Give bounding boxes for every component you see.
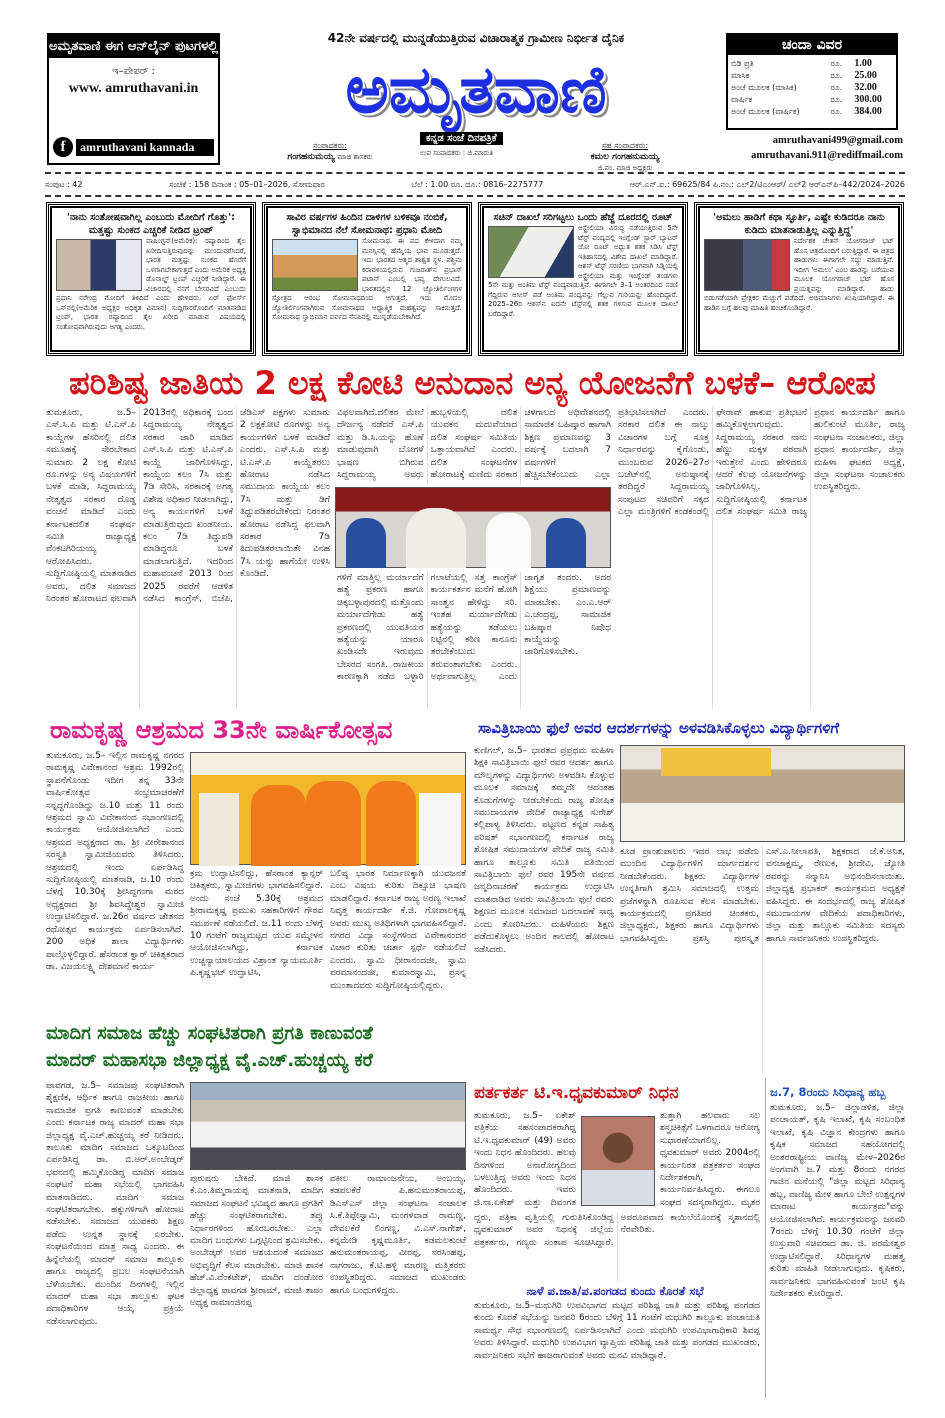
dhruvakumar-photo <box>581 1116 655 1206</box>
sub-editor: ಉಪ ಸಂಪಾದಕರು : ಜಿ.ಮಾರುತಿ <box>420 149 494 157</box>
facebook-icon: f <box>53 137 73 157</box>
website-link[interactable]: www. amruthavani.in <box>68 81 199 96</box>
subscription-label: ವಾರ್ಷಿಕ <box>731 95 753 104</box>
obituary-story-middle: ತುತ್ತಾಗಿ ಹಲವಾರು ಸಲ ಶಸ್ತ್ರಚಿಕಿತ್ಸೆಗೆ ಒಳಗಾದರೂ ಆರೋಗ್ಯ ಸುಧಾರಣೆಯಾಗಲಿಲ್ಲ. ಧೃವಕುಮಾರ್ ಅವರು 2004ರಲ್ಲಿ ಕಾರ್ಯನಿರತ ಪತ್ರಕರ್ತರ ಸಂಘದ ನಿರ್ದೇಶಕರಾಗಿ, ಕಾರ್ಯನಿರ್ವಹಿಸಿದ್ದರು. ಈಗಲೂ ಸಂಘದ ಸದಸ್ಯರಾಗಿದ್ದರು. ಮೃತರ <box>660 1111 760 1208</box>
teaser-title: ಸಾವಿರ ವರ್ಷಗಳ ಹಿಂದಿನ ದಾಳಿಗಳ ಬಳಿಕವೂ ನಂಬಿಕೆ, ಸ್ವಾಭಿಮಾನದ ನೆಲೆ ಸೋಮನಾಥ: ಪ್ರಧಾನಿ ಮೋದಿ <box>286 212 448 236</box>
subscription-cur: ರೂ. <box>830 71 843 80</box>
subscription-label: ಅಂಚೆ ಮೂಲಕ (ವಾರ್ಷಿಕ) <box>731 107 800 116</box>
subscription-cur: ರೂ. <box>830 59 843 68</box>
subscription-row <box>728 106 896 118</box>
editor-name: ಗಂಗಹನುಮಯ್ಯ <box>287 152 335 162</box>
issue-date: ಸಂಚಿಕೆ : 158 ದಿನಾಂಕ : 05–01–2026, ಸೋಮವಾರ <box>169 180 325 189</box>
trump-photo <box>56 239 142 291</box>
subscription-label: ಅಂಚೆ ಮೂಲಕ (ಮಾಸಿಕ) <box>731 83 797 92</box>
madiga-story-right: ವಕೀಲ ರಾಮಾಂಜನೇಯ, ಅಂಬಯ್ಯ, ಕಡಪಲಕೆರೆ ಪಿ.ಹನುಮಂತರಾಯಪ್ಪ, ಡಿಎಸ್‌ಎಸ್ ಜಿಲ್ಲಾ ಸಂಘಟನಾ ಸಂಚಾಲಕ ಸಿ.ಕೆ.ತಿಪ್ಪೇಸ್ವಾಮಿ, ಮಂಗಳವಾಡ ರಾಮಣ್ಣ, ದೇವಲಕೆರೆ ಲಿಂಗಣ್ಣ, ವಿ.ಎಸ್.ನಾಗೇಶ್, ಕನ್ನಮೇಡಿ ಕೃಷ್ಣಮೂರ್ತಿ, ಕಡಮಲಕುಂಟೆ ಹನುಮಂತರಾಯಪ್ಪ, ವೀರಪ್ಪ, ನರಸಿಂಹಪ್ಪ, ನಾಗರಾಜು, ಕೆ.ಟಿ.ಹಳ್ಳಿ ಮಾರಣ್ಣ ಮತ್ತಿತರರು ಉಪಸ್ಥಿತರಿದ್ದರು. ಸಮಾಜದ ಮುಖಂಡರು ಹಾಗೂ ಬಂಧುಗಳಿದ್ದರು. <box>330 1174 466 1296</box>
promo-title: ಅಮೃತವಾಣಿ ಈಗ ಆನ್‌ಲೈನ್ ಪುಟಗಳಲ್ಲಿ <box>49 35 218 58</box>
obituary-headline: ಪರ್ತಕರ್ತ ಟಿ.ಇ.ಧೃವಕುಮಾರ್ ನಿಧನ <box>474 1083 679 1103</box>
teaser-box[interactable] <box>478 202 688 356</box>
obituary-story-left: ತುಮಕೂರು, ಜ.5– ಏಕೇಶ್ ಪತ್ರಿಕೆಯ ಸಹಸಂಪಾದಕರಾಗಿದ್ದ ಟಿ.ಇ.ಧೃವಕುಮಾರ್ (49) ಅವರು ಇಂದು ನಿಧನ ಹೊಂದಿದರು. ಹಲವು ದಿನಗಳಿಂದ ಅನಾರೋಗ್ಯದಿಂದ ಬಳಲುತ್ತಿದ್ದ ಅವರು ಇಂದು ನಿಧನ ಹೊಂದಿದರು. ಇವರು ಜಿ.ನಾ.ಏಕೇಶ್ ಮತ್ತು ದಿವಂಗತ <box>474 1111 576 1208</box>
subscription-cur: ರೂ. <box>830 107 843 116</box>
teaser-box[interactable] <box>46 202 256 356</box>
ashram-photo <box>190 752 466 865</box>
subscription-box <box>726 33 898 130</box>
press-conference-photo <box>335 487 611 568</box>
subscription-row <box>728 58 896 70</box>
subscription-label: ಮಾಸಿಕ <box>731 71 750 80</box>
savitribai-story-left: ಕುಣಿಗಲ್, ಜ.5– ಭಾರತದ ಪ್ರಪ್ರಥಮ ಮಹಿಳಾ ಶಿಕ್ಷಕಿ ಸಾವಿತ್ರಿಬಾಯಿ ಫುಲೆ ರವರ ಆದರ್ಶ ಹಾಗೂ ಮೌಲ್ಯಗಳನ್ನು ವಿದ್ಯಾರ್ಥಿಗಳು ಅಳವಡಿಸಿ ಕೊಳ್ಳುವ ಮೂಲಕ ಸಮಾಜಕ್ಕೆ ತಮ್ಮದೇ ಆದಂತಹ ಕೊಡುಗೆಗಳನ್ನು ನೀಡಬೇಕೆಂದು ರಾಜ್ಯ ಶೋಷಿತ ಸಮುದಾಯಗಳ ವೇದಿಕೆ ರಾಜ್ಯಾಧ್ಯಕ್ಷ ಸುರೇಶ್ ಕಲ್ಲಿಪಾಳ್ಯ ತಿಳಿಸಿದರು. ಪಟ್ಟಣದ ಕನ್ನಡ ಸಾಹಿತ್ಯ ಪರಿಷತ್ ಸಭಾಂಗಣದಲ್ಲಿ ಕರ್ನಾಟಕ ರಾಜ್ಯ ಶೋಷಿತ ಸಮುದಾಯಗಳ ವೇದಿಕೆ ರಾಜ್ಯ ಸಮಿತಿ ಹಾಗೂ ತಾಲ್ಲೂಕು ಸಮಿತಿ ವತಿಯಿಂದ ಸಾವಿತ್ರಿಬಾಯಿ ಫುಲೆ ರವರ 195ನೇ ವರ್ಷದ ಜನ್ಮದಿನಾಚರಣೆ ಕಾರ್ಯಕ್ರಮ ಉದ್ಘಾಟಿಸಿ ಮಾತನಾಡಿದ ಅವರು ಸಾವಿತ್ರಿಬಾಯಿ ಫುಲೆ ರವರು ಶಿಕ್ಷಣದ ಮೂಲಕ ಸಮಾಜದ ಬದಲಾವಣೆ ಸಾಧ್ಯ ಎಂದು ತೋರಿಸಿದರು. ಮಹಿಳೆಯರು ಶಿಕ್ಷಣ ಪಡೆದುಕೊಳ್ಳಲು ಅಂದಿನ ಕಾಲದಲ್ಲಿ ಹೋರಾಟ ನಡೆಸಿದರು. <box>474 746 614 955</box>
madiga-story-middle: ಪುರುಷರು ಬೇಕಿದೆ. ಮಾಜಿ ಶಾಸಕ ಕೆ.ಎಂ.ತಿಮ್ಮರಾಯಪ್ಪ ಮಾತನಾಡಿ, ಮಾದಿಗ ಸಮಾಜದ ಸಂಘಟನೆ ಭವಿಷ್ಯದ ಹಾಗೂ ಪ್ರಗತಿಗೆ ಹೆಚ್ಚು ಸಂಘಟಿತರಾಗಬೇಕು. ತಪ್ಪು ನಿರ್ಧಾರಗಳಿಂದ ಹೊರಬರಬೇಕು. ಎಲ್ಲಾ ಮಾದಿಗ ಬಂಧುಗಳು ಒಗ್ಗಟ್ಟಿನಿಂದ ಶ್ರಮಿಸಬೇಕು. ಅಂಬೇಡ್ಕರ್ ಅವರ ಆಶಯದಂತೆ ಸಮಾಜದ ಅಭಿವೃದ್ಧಿಗೆ ಕೆಲಸ ಮಾಡಬೇಕು. ಮಾಜಿ ಶಾಸಕ ಹೆಚ್.ವಿ.ವೆಂಕಟೇಶ್, ಮಾದಿಗ ದಂಡೋರ ಜಿಲ್ಲಾಧ್ಯಕ್ಷ ಪಾವಗಡ ಶ್ರೀರಾಮ್, ಮಾಜಿ ತಾಪಂ ಅಧ್ಯಕ್ಷ ರಾಮಾಂಜಿನಪ್ಪ <box>190 1174 323 1309</box>
teaser-title: 'ನಾನು ಸಂತೋಷವಾಗಿಲ್ಲ ಎಂಬುದು ಮೋದಿಗೆ ಗೊತ್ತು': ಮತ್ತಷ್ಟು ಸುಂಕದ ಎಚ್ಚರಿಕೆ ನೀಡಿದ ಟ್ರಂಪ್ <box>67 212 235 236</box>
main-story-middle-bottom: ಗಳಿಗೆ ಮಾತ್ತಿಲ್ಲ ಮರ್ಯಾದೆಗೆ ಹತ್ಯೆ ಪ್ರಕರಣ ಹಾಗೂ ಚಿಕ್ಕಬಳ್ಳಾಪುರದಲ್ಲಿ ಮತ್ತೊಂದು ಮರ್ಯಾದೆಗೇಡು ಹತ್ಯೆ ಪ್ರಕರಣದಲ್ಲಿ ಯುವತಿಯರ ಹತ್ಯೆಯನ್ನು ಯಾರೂ ಖಂಡಿಸದೇ ಇರುವುದು ಬೇಸರದ ಸಂಗತಿ. ರಾಜಕೀಯ ಕಾರಣಕ್ಕಾಗಿ ನಡೆದ ಬಳ್ಳಾರಿ ಗಲಾಟೆಯಲ್ಲಿ ಸತ್ತ ಕಾಂಗ್ರೆಸ್ ಕಾರ್ಯಕರ್ತನ ಮನೆಗೆ ಹೋಗಿ ಸಾಂತ್ವನ ಹೇಳಿದ್ದು ಸರಿ. ಇಂತಹ ಮರ್ಯಾದೆಗೇಡು ಹತ್ಯೆಯನ್ನು ತಡೆಯಲು ನಿಟ್ಟಿನಲ್ಲಿ ಕಠಿಣ ಕಾನೂನು ತರಬೇಕೆಂಬುದು ತರುವಂತಾಗಬೇಕು ಎಂದರು. ಅರ್ಥವಾಗುತ್ತಿಲ್ಲ ಎಂದು ಜಾಗೃತ ತಂದರು. ಅದರ ಶಿಕ್ಷೆಯು ಪ್ರಮಾಣವನ್ನು ಮಾಡಬೇಕು. ಎಂ.ಎ.ಆರ್ ಎ.ಚಂದ್ರಪ್ಪ, ಸಾಮಾಜಿಕ ಬಹಿಷ್ಕಾರ ನಿಷೇಧ ಕಾಯ್ದೆಯನ್ನು ಜಾರಿಗೊಳಿಸಬೇಕು. <box>337 573 611 683</box>
savitribai-headline: ಸಾವಿತ್ರಿಬಾಯಿ ಫುಲೆ ಅವರ ಆದರ್ಶಗಳನ್ನು ಅಳವಡಿಸಿಕೊಳ್ಳಲು ವಿದ್ಯಾರ್ಥಿಗಳಿಗೆ <box>478 719 840 737</box>
madiga-story-left: ಪಾವಗಡ, ಜ.5– ಸಮಾಜವು ಸಂಘಟಿತರಾಗಿ ಶೈಕ್ಷಣಿಕ, ಆರ್ಥಿಕ ಹಾಗೂ ರಾಜಕೀಯ ಹಾಗೂ ಸಾಮಾಜಿಕ ಪ್ರಗತಿ ಕಾಣುವಂತೆ ಮಾಡಬೇಕು ಎಂದು ಕರ್ನಾಟಕ ರಾಜ್ಯ ಮಾದರ್ ಮಹಾ ಸಭಾ ಜಿಲ್ಲಾಧ್ಯಕ್ಷ ವೈ.ಎಚ್.ಹುಚ್ಚಯ್ಯ ಕರೆ ನೀಡಿದರು. ತಾಲೂಕು ಮಾದಿಗ ಸಮಾಜದ ಒಕ್ಕೂಟದಿಂದ ಏರ್ಪಡಿಸಿದ್ದ ಡಾ. ಬಿ.ಆರ್.ಅಂಬೇಡ್ಕರ್ ಭವನದಲ್ಲಿ ಹಮ್ಮಿಕೊಂಡಿದ್ದ ಮಾದಿಗ ಸಮಾಜ ಸಂಘಟನೆ ಮಹಾ ಸಭೆಯಲ್ಲಿ ಭಾಗವಹಿಸಿ ಮಾತನಾಡಿದರು. ಮಾದಿಗ ಸಮಾಜ ಸಂಘಟಿತರಾಗಬೇಕು. ಹಕ್ಕುಗಳಿಗಾಗಿ ಹೋರಾಟ ನಡೆಸಬೇಕು. ಸಮಾಜದ ಯುವಕರು ಶಿಕ್ಷಣ ಪಡೆದು ಉನ್ನತ ಸ್ಥಾನಕ್ಕೆ ಏರಬೇಕು. ಸಂಘಟನೆಯಿಂದ ಮಾತ್ರ ಸಾಧ್ಯ ಎಂದರು. ಈ ಹಿನ್ನೆಲೆಯಲ್ಲಿ ಮಾದರ್ ಸಮಾಜ ತಾಲ್ಲೂಕು ಹಾಗೂ ರಾಜ್ಯದಲ್ಲಿ ಪ್ರಬಲ ಸಂಘಟನೆಯಾಗಿ ಬೆಳೆಯಬೇಕು. ಮುಂದಿನ ದಿನಗಳಲ್ಲಿ ಇಲ್ಲಿನ ಮಾದರ್ ಮಹಾ ಸಭಾ ತಾಲ್ಲೂಕು ಘಟಕ ಪದಾಧಿಕಾರಿಗಳ ಆಯ್ಕೆ ಪ್ರಕ್ರಿಯೆ ನಡೆಸಲಾಗುವುದು. <box>46 1081 184 1327</box>
subscription-cur: ರೂ. <box>830 83 843 92</box>
registration: ಆರ್.ಎನ್.ಐ.: 69625/84 ಪಿ.ನಂ.: ಎಲ್2/ಟಿಎಂಆರ್/ ಎಲ್2 ಆರ್‌ಎನ್‌ಪಿ–442/2024–2026 <box>629 180 905 189</box>
madiga-meeting-photo <box>190 1082 466 1170</box>
ramakrishna-story-left: ತುಮಕೂರು, ಜ.5– ಇಲ್ಲಿನ ರಾಮಕೃಷ್ಣ ನಗರದ ರಾಮಕೃಷ್ಣ ವಿವೇಕಾನಂದ ಆಶ್ರಮ 1992ರಲ್ಲಿ ಸ್ಥಾಪನೆಗೊಂಡು ಇದೀಗ ತನ್ನ 33ನೇ ವಾರ್ಷಿಕೋತ್ಸವ ಸಂಭ್ರಮಾಚರಣೆಗೆ ಸನ್ನದ್ಧಗೊಂಡಿದ್ದು ಜ.10 ಮತ್ತು 11 ರಂದು ಆಶ್ರಮದ ಸ್ವಾಮಿ ವಿವೇಕಾನಂದ ಸಭಾಂಗಣದಲ್ಲಿ ಕಾರ್ಯಕ್ರಮ ಆಯೋಜಿಸಲಾಗಿದೆ ಎಂದು ಆಶ್ರಮದ ಅಧ್ಯಕ್ಷರಾದ ಡಾ. ಶ್ರೀ ವೀರೇಶಾನಂದ ಸರಸ್ವತಿ ಸ್ವಾಮೀಜಿಯವರು ತಿಳಿಸಿದರು. ಆಶ್ರಮದಲ್ಲಿ ಇಂದು ಏರ್ಪಡಿಸಿದ್ದ ಸುದ್ದಿಗೋಷ್ಠಿಯಲ್ಲಿ ಮಾತನಾಡಿ, ಜ.10 ರಂದು ಬೆಳಗ್ಗೆ 10.30ಕ್ಕೆ ಶ್ರೀಸಿದ್ದಗಂಗಾ ಮಠದ ಅಧ್ಯಕ್ಷರಾದ ಶ್ರೀ ಶಿವಸಿದ್ಧೇಶ್ವರ ಸ್ವಾಮೀಜಿ ಉದ್ಘಾಟಿಸಲಿದ್ದಾರೆ. ಜ.26ರ ವರ್ಷದ ಚೇತನದ ರಥೋತ್ಸವ ಕಾರ್ಯಕ್ರಮ ಏರ್ಪಡಿಸಲಾಗಿದೆ. 200 ಅಧಿಕ ಶಾಲಾ ವಿದ್ಯಾರ್ಥಿಗಳು ಪಾಲ್ಗೊಳ್ಳಲಿದ್ದಾರೆ. ಹೆಸರಾಂತ ಕ್ವಾರ್ ಚಿಕಿತ್ಸಕರಾದ ಡಾ. ವಿಜಯಲಕ್ಷ್ಮಿ ದೇಶಮಾನೆ ಕಾರ್ಯ <box>46 751 184 972</box>
price-phone: ಬೆಲೆ : 1.00 ರೂ. ದೂ.: 0816–2275777 <box>411 180 544 189</box>
felicitation-photo <box>620 745 905 842</box>
divider <box>45 195 905 197</box>
subscription-row <box>728 70 896 82</box>
evening-label: ಕನ್ನಡ ಸಂಜೆ ದಿನಪತ್ರಿಕೆ <box>420 132 503 145</box>
teaser-text: ಸೋಮನಾಥ. ಈ ಪದ ಕೇಳಿದಾಗ ನಮ್ಮ ಮನಸ್ಸಿನಲ್ಲಿ ಹೆಮ್ಮೆಯ ಭಾವ ಮೂಡುತ್ತದೆ. ಇದು ಭಾರತದ ಆತ್ಮದ ಶಾಶ್ವತ ಸ್ಥಳ. ಪಶ್ಚಿಮ ಕರಾವಳಿಯಲ್ಲಿರುವ ಗುಜರಾತ್‌ನ ಪ್ರಭಾಸ್ ಪಟಾನ್ ಎಂಬಲ್ಲಿ ಭವ್ಯ ದೇಗುಲವಿದೆ. ಭಾರತದಲ್ಲಿನ 12 ಜ್ಯೋತಿರ್ಲಿಂಗಗಳ ಸ್ತೋತ್ರದ ಆರಂಭ ಸೋಮನಾಥದಿಂದ ಆಗುತ್ತದೆ. ಇದು ಮೊದಲ ಜ್ಯೋತಿರ್ಲಿಂಗವಾಗಿರುವ ಸೋಮನಾಥದ ಆಧ್ಯಾತ್ಮಿಕ ಮಹತ್ವವನ್ನು ಸಾಕಿಸುತ್ತದೆ. ಸೋಮನಾಥ ಸ್ವಾಭಿಮಾನ ಪರ್ವದ ನೆನಪಿನಲ್ಲಿ ಮುನ್ನಡೆಯಬೇಕಾಗಿದೆ. <box>272 237 462 321</box>
teaser-text: ವಾಷಿಂಗ್ಟನ್(ಅಮೆರಿಕ): ರಷ್ಯಾದಿಂದ ತೈಲ ಖರೀದಿಸುತ್ತಿರುವುದನ್ನು ಮುಂದುವರೆಸಿದರೆ, ಭಾರತ ಮತ್ತಷ್ಟು ಸುಂಕದ ಹೊರೆಗೆ ಒಳಗಾಗಬೇಕಾಗುತ್ತದೆ ಎಂದು ಅಮೆರಿಕ ಅಧ್ಯಕ್ಷ ಡೊನಾಲ್ಡ್ ಟ್ರಂಪ್ ಎಚ್ಚರಿಕೆ ನೀಡಿದ್ದಾರೆ. ಈ ವಿಚಾರದಲ್ಲಿ ನನಗೆ ಬೇಸರವಿದೆ ಎಂಬುದು ಪ್ರಧಾನಿ ನರೇಂದ್ರ ಮೋದಿಗೆ ತಿಳಿದಿದೆ ಎಂದು ಹೇಳಿದರು. ಏರ್ ಫೋರ್ಸ್ ಒನ್‌ನಲ್ಲಿ(ಅಮೆರಿಕ ಅಧ್ಯಕ್ಷರ ಅಧಿಕೃತ ವಿಮಾನ) ಸುದ್ದಿಗಾರರೊಂದಿಗೆ ಮಾತನಾಡಿದ ಟ್ರಂಪ್, ಭಾರತ ರಷ್ಯಾದಿಂದ ತೈಲ ಖರೀದಿ ಮಾಡುವ ವಿಷಯದಲ್ಲಿ ಸಂತೋಷವಾಗಿರುವುದು ಅಗತ್ಯ ಎಂದರು. <box>56 237 246 331</box>
joe-root-photo <box>488 226 574 278</box>
ramakrishna-story-right: ಬಲಿಷ್ಠ ಭಾರತ ನಿರ್ಮಾಣಕ್ಕಾಗಿ ಯುವಜನತೆ ಎಂಬ ವಿಷಯ ಕುರಿತು ದಿಕ್ಸೂಚಿ ಭಾಷಣ ಮಾಡಲಿದ್ದಾರೆ. ಕರ್ನಾಟಕ ರಾಜ್ಯ ಅರಣ್ಯ ಇಲಾಖೆ ನಿವೃತ್ತ ಕಾರ್ಯದರ್ಶಿ ಕೆ.ಜಿ. ಗೋಪಾಲಕೃಷ್ಣ ಅವರು ಮುಖ್ಯ ಅತಿಥಿಗಳಾಗಿ ಭಾಗವಹಿಸಲಿದ್ದಾರೆ. ನಗರದ ವಿದ್ಯಾ ಸಂಸ್ಥೆಗಳಿಂದ ವಿವೇಕಾನಂದರ ವಿಚಾರ ಕುರಿತು ಚರ್ಚಾ ಸ್ಪರ್ಧೆ ನಡೆಯಲಿದೆ ಎಂದರು. ಸ್ವಾಮಿ ಧೀರಾನಂದಜೀ, ಸ್ವಾಮಿ ಪರಮಾನಂದಜೀ, ಕುಮಾರಸ್ವಾಮಿ, ಪ್ರಸನ್ನ ಮುಂತಾದವರು ಸುದ್ದಿಗೋಷ್ಠಿಯಲ್ಲಿದ್ದರು. <box>330 869 466 991</box>
coeditor-note: ಜಿ.ಪಂ. ಮಾಜಿ ಅಧ್ಯಕ್ಷರು <box>597 164 653 172</box>
obituary-story-bottom: ದ್ದರು, ಪತ್ರಿಕಾ ವೃತ್ತಿಯಲ್ಲಿ ಗುರುತಿಸಿಕೊಂಡಿದ್ದ ಧೃವಕುಮಾರ್ ಅವರ ನಿಧನಕ್ಕೆ ಜಿಲ್ಲೆಯ ಪತ್ರಕರ್ತರು, ಗಣ್ಯರು ಸಂತಾಪ ಸೂಚಿಸಿದ್ದಾರೆ. ಅಪರೂಪವಾದ ಕಾಯಿಲೆಯೊಂದಕ್ಕೆ ಸ್ಮಶಾನದಲ್ಲಿ ನೆರವೇರಿತು. <box>474 1213 760 1248</box>
main-story-right: ಪ್ರತಿಭಟಿಸಲಾಗಿದೆ ಎಂದರು. ಸರಕಾರ ದಲಿತ ಈ ನಾಲ್ಕು ವಿಚಾರಗಳ ಬಗ್ಗೆ ಸೂಕ್ತ ನಿರ್ಧಾರವನ್ನು ಕೈಗೊಂಡು, ಮುಂಬರುವ 2026–27ರ ಬಜೆಟ್‌ನಲ್ಲಿ ಅನುಷ್ಠಾನಕ್ಕೆ ತರದಿದ್ದರೆ ಸಿದ್ದರಾಮಯ್ಯ ಸಂಪುಟದ ಸಚಿವರಿಗೆ ಸಕ್ಕದ ಎಲ್ಲಾ ಮಂತ್ರಿಗಳಿಗೆ ಕಂಡಕಂಡಲ್ಲಿ ಘೇರಾವ್ ಹಾಕುವ ಪ್ರತಿಭಟನೆ ಹಮ್ಮಿಕೊಳ್ಳಲಾಗುವುದು. ಸಿದ್ದರಾಮಯ್ಯ ಸರಕಾರ ನಾನು ಹೆಣ್ಣು ಮಕ್ಕಳ ಪರವಾಗಿ ಇರುತ್ತೇನೆ ಎಂದು ಹೇಳಿದರೂ ಆದರೆ ಕೆಲವು ಯೋಜನೆಗಳನ್ನು ಜಾರಿಗೊಳಿಸಿಲ್ಲ. ಸುದ್ದಿಗೋಷ್ಠಿಯಲ್ಲಿ ಕರ್ನಾಟಕ ದಲಿತ ಸಂಘರ್ಷ ಸಮಿತಿ ರಾಜ್ಯ ಪ್ರಧಾನ ಕಾರ್ಯದರ್ಶಿ ಹಾಗೂ ಹುಲಿಕುಂಟೆ ಮೂರ್ತಿ, ರಾಜ್ಯ ಸಂಘಟನಾ ಸಂಚಾಲಕರು, ಜಿಲ್ಲಾ ಪ್ರಧಾನ ಕಾರ್ಯದರ್ಶಿ, ಜಿಲ್ಲಾ ಮಹಿಳಾ ಘಟಕದ ಅಧ್ಯಕ್ಷೆ, ಜಿಲ್ಲಾ ಸಂಘಟನಾ ಸಂಚಾಲಕರು ಉಪಸ್ಥಿತರಿದ್ದರು. <box>618 408 905 518</box>
tagline: 42ನೇ ವರ್ಷದಲ್ಲಿ ಮುನ್ನಡೆಯುತ್ತಿರುವ ವಿಚಾರಾತ್ಮಕ ಗ್ರಾಮೀಣ ನಿರ್ಭೀತ ದೈನಿಕ <box>327 31 625 45</box>
subscription-amount: 32.00 <box>854 82 877 93</box>
editor-note: ಮಾಜಿ ಶಾಸಕರು <box>337 153 373 161</box>
column-divider <box>765 1078 766 1398</box>
savitribai-story-right: ಕೂಡ ಪ್ರಾಂಶುಪಾಲರು ಇದರ ಲಾಭ ಪಡೆದು ಮುಂದಿನ ವಿದ್ಯಾರ್ಥಿಗಳಿಗೆ ಮಾರ್ಗದರ್ಶನ ನೀಡಬೇಕೆಂದರು. ಶಿಕ್ಷಕರು ವಿದ್ಯಾರ್ಥಿಗಳ ಉನ್ನತಿಗಾಗಿ ಶ್ರಮಿಸಿ ಸಮಾಜದಲ್ಲಿ ಉತ್ತಮ ಪ್ರಜೆಗಳನ್ನಾಗಿ ರೂಪಿಸುವ ಕೆಲಸ ಮಾಡಬೇಕು. ಕಾರ್ಯಕ್ರಮದಲ್ಲಿ ಪ್ರಗತಿಪರ ಚಿಂತಕರು, ಜಿಲ್ಲಾಧ್ಯಕ್ಷರು, ಶಿಕ್ಷಕರು ಹಾಗೂ ವಿದ್ಯಾರ್ಥಿಗಳು ಭಾಗವಹಿಸಿದ್ದರು. ಪ್ರಶಸ್ತಿ ಪುರಸ್ಕೃತ ಎಸ್.ಎ.ನೀಲಾವತಿ, ಶಿಕ್ಷಕರಾದ ಜೆ.ಕೆ.ಅನಿತ, ವನಜಾಕ್ಷಮ್ಮ, ರೇಣುಕ, ಶ್ರೀದೇವಿ, ಜ್ಯೋತಿ ರವರನ್ನು ಸನ್ಮಾನಿಸಿ ಅಭಿನಂದಿಸಲಾಯಿತು. ಜಿಲ್ಲಾಧ್ಯಕ್ಷ ಪ್ರಭಾಕರ್ ಕಾರ್ಯಕ್ರಮದ ಅಧ್ಯಕ್ಷತೆ ವಹಿಸಿದ್ದರು. ಈ ಸಂದರ್ಭದಲ್ಲಿ ರಾಜ್ಯ ಶೋಷಿತ ಸಮುದಾಯಗಳ ವೇದಿಕೆಯ ಪದಾಧಿಕಾರಿಗಳು, ಜಿಲ್ಲಾ ಮತ್ತು ತಾಲ್ಲೂಕು ಸಮಿತಿಯ ಸದಸ್ಯರು ಹಾಗೂ ಸಾರ್ವಜನಿಕರು ಉಪಸ್ಥಿತರಿದ್ದರು. <box>620 847 905 944</box>
email-1[interactable]: amruthavani499@gmail.com <box>772 135 903 146</box>
volume: ಸಂಪುಟ : 42 <box>45 180 83 189</box>
editor-label: ಸಂಪಾದಕರು: <box>313 141 347 150</box>
ramakrishna-story-middle: ಕ್ರಮ ಉದ್ಘಾಟಿಸಲಿದ್ದು, ಹೆಸರಾಂತ ಕ್ಯಾನ್ಸರ್ ಚಿಕಿತ್ಸಕರು, ಸ್ವಾಮೀಜಿಗಳು ಭಾಗವಹಿಸಲಿದ್ದಾರೆ. ಅಂದು ಸಂಜೆ 5.30ಕ್ಕೆ ಆಶ್ರಮದ ಶ್ರೀರಾಮಕೃಷ್ಣ ಪ್ರಮುಖ ಸಹಕಾರಿಗಳಿಗೆ ಗೌರವ ಸಮರ್ಪಣೆ ನಡೆಯಲಿದೆ. ಜ.11 ರಂದು ಬೆಳಗ್ಗೆ 10 ಗಂಟೆಗೆ ರಾಜ್ಯಮಟ್ಟದ ಯುವ ಸಮ್ಮೇಳನ ಆಯೋಜಿಸಲಾಗಿದ್ದು, ಕರ್ನಾಟಕ ಉಚ್ಚನ್ಯಾಯಾಲಯದ ವಿಶ್ರಾಂತ ನ್ಯಾಯಮೂರ್ತಿ ಪಿ.ಕೃಷ್ಣಭಟ್ ಉದ್ಘಾಟಿಸಿ, <box>190 869 323 979</box>
teaser-title: 'ಅಮಲು ಹಾಡಿಗೆ ಕಥಾ ಸ್ಫೂರ್ತಿ, ಎಷ್ಟೇ ಕುಡಿದರೂ ನಾನು ಕುಡಿದು ಮಾತನಾಡುತ್ತಿಲ್ಲ ಎನ್ನುತ್ತಿದ್ದ' <box>713 212 885 236</box>
millet-story: ತುಮಕೂರು, ಜ.5– ಜಿಲ್ಲಾಡಳಿತ, ಜಿಲ್ಲಾ ಪಂಚಾಯತ್, ಕೃಷಿ ಇಲಾಖೆ, ಕೃಷಿ ಸಂಬಂಧಿತ ಇಲಾಖೆ, ಕೃಷಿ ವಿಜ್ಞಾನ ಕೇಂದ್ರಗಳು ಹಾಗೂ ಕೃಷಿಕ ಸಮಾಜದ ಸಹಯೋಗದಲ್ಲಿ ಅಂತರರಾಷ್ಟ್ರೀಯ ವಾಣಿಜ್ಯ ಮೇಳ–2026ರ ಅಂಗವಾಗಿ ಜ.7 ಮತ್ತು 8ರಂದು ನಗರದ ಗಾಜಿನ ಮನೆಯಲ್ಲಿ "ಜಿಲ್ಲಾ ಮಟ್ಟದ ಸಿರಿಧಾನ್ಯ ಹಬ್ಬ, ವಾಣಿಜ್ಯ ಮೇಳ ಹಾಗೂ ಬೇಲೆ ಉತ್ಪನ್ನಗಳ ಮಾರಾಟ ಕಾರ್ಯಕ್ರಮ"ವನ್ನು ಆಯೋಜಿಸಲಾಗಿದೆ. ಕಾರ್ಯಕ್ರಮವನ್ನು ಜನವರಿ 7ರಂದು ಬೆಳಗ್ಗೆ 10.30 ಗಂಟೆಗೆ ಜಿಲ್ಲಾ ಉಸ್ತುವಾರಿ ಸಚಿವರಾದ ಡಾ. ಜಿ. ಪರಮೇಶ್ವರ ಉದ್ಘಾಟಿಸಲಿದ್ದಾರೆ. ಸಿರಿಧಾನ್ಯಗಳ ಮಹತ್ವ ಕುರಿತು ಮಾಹಿತಿ ನೀಡಲಾಗುವುದು. ಕೃಷಿಕರು, ಸಾರ್ವಜನಿಕರು ಭಾಗವಹಿಸುವಂತೆ ಜಂಟಿ ಕೃಷಿ ನಿರ್ದೇಶಕರು ಕೋರಿದ್ದಾರೆ. <box>770 1103 905 1300</box>
subscription-amount: 25.00 <box>854 70 877 81</box>
main-story-left: ತುಮಕೂರು, ಜ.5– ಎಸ್.ಸಿ.ಪಿ ಮತ್ತು ಟಿ.ಎಸ್.ಪಿ ಕಾಯ್ದೆಗಳ ಹೆಸರಿನಲ್ಲಿ ದಲಿತ ಸಮೂಹಕ್ಕೆ ಸೇರಬೇಕಾದ ಸುಮಾರು 2 ಲಕ್ಷ ಕೋಟಿ ರೂ.ಗಳನ್ನು ಅನ್ಯ ವಿಷಯಗಳಿಗೆ ಬಳಕೆ ಮಾಡಿ, ಸಿದ್ದರಾಮಯ್ಯ ನೇತೃತ್ವದ ಸರಕಾರ ದೊಡ್ಡ ವಂಚನೆ ಮಾಡಿದೆ ಎಂದು ಕರ್ನಾಟಕದಲಿತ ಸಂಘರ್ಷ ಸಮಿತಿ ರಾಜ್ಯಾಧ್ಯಕ್ಷ ವೆಂಕಟಗಿರಿಯಯ್ಯ ಆರೋಪಿಸಿದರು. ಸುದ್ದಿಗೋಷ್ಠಿಯಲ್ಲಿ ಮಾತನಾಡಿದ ಅವರು, ದಲಿತ ಸಮಾಜದ ನಿರಂತರ ಹೋರಾಟದ ಫಲವಾಗಿ 2013ರಲ್ಲಿ ಅಧಿಕಾರಕ್ಕೆ ಬಂದ ಸಿದ್ದರಾಮಯ್ಯ ನೇತೃತ್ವದ ಸರಕಾರ ಜಾರಿ ಮಾಡಿದ ಎಸ್.ಸಿ.ಪಿ ಮತ್ತು ಟಿ.ಎಸ್.ಪಿ ಕಾಯ್ದೆ ಜಾರಿಗೊಳಿಸಿದ್ದು, ಕಾಯ್ದೆಯ ಕಲಂ 7ಸಿ ಮತ್ತು 7ಡಿ ಸೇರಿಸಿ, ಸರಕಾರಕ್ಕೆ ಅಗತ್ಯ ವಿಶೇಷ ಅಧಿಕಾರ ನೀಡಲಾಗಿದ್ದು, ಅನ್ಯ ಕಾರ್ಯಗಳಿಗೆ ಬಳಕೆ ಮಾಡುತ್ತಿರುವುದು ಖಂಡನೀಯ. ಕಲಂ 7ಡಿ ತಿದ್ದುಪಡಿ ಮಾಡಿದ್ದರೂ ಬಳಕೆ ಮಾಡಲಾಗುತ್ತಿದೆ. ಇದರಿಂದ ಮಹಾವಂಚನೆ 2013 ರಿಂದ 2025 ರವರೆಗೆ ಆಡಳಿತ ನಡೆಸಿದ ಕಾಂಗ್ರೆಸ್, ಬಿಜೆಪಿ, ಜೆಡಿಎಸ್ ಪಕ್ಷಗಳು ಸುಮಾರು 2 ಲಕ್ಷಕೋಟಿ ರೂಗಳನ್ನು ಅನ್ಯ ಕಾರ್ಯಗಳಿಗೆ ಬಳಕೆ ಮಾಡಿದೆ ಎಂದರು. ಎಸ್.ಸಿ.ಪಿ ಮತ್ತು ಟಿ.ಎಸ್.ಪಿ ಕಾಯ್ದೆತರಲು ಹೋರಾಟ ನಡೆಸಿದ ಸಮುದಾಯ ಕಾಯ್ದೆಯ ಕಲಂ 7ಸಿ ಮತ್ತು ಡಿಗೆ ತಿದ್ದುಪಡಿತರಬೇಕೆಂದು ನಿರಂತರ ಹೋರಾಟ ನಡೆಸಿದ್ದ ಫಲವಾಗಿ ಸರಕಾರ 7ಡಿ ತಿದುಪಡಿತರಲಾಯಿತೇ ವಿನಹ 7ಸಿ ಯನ್ನು ಹಾಗೆಯೇ ಉಳಿಸಿ ಕೊಂಡಿದೆ. <box>46 408 330 605</box>
meeting-story: ತುಮಕೂರು, ಜ.5–ಮಧುಗಿರಿ ಉಪವಿಭಾಗದ ಮಟ್ಟದ ಪರಿಶಿಷ್ಟ ಜಾತಿ ಮತ್ತು ಪರಿಶಿಷ್ಟ ಪಂಗಡದ ಕುಂದು ಕೊರತೆ ಸಭೆಯನ್ನು ಜನವರಿ 6ರಂದು ಬೆಳಿಗ್ಗೆ 11 ಗಂಟೆಗೆ ಮಧುಗಿರಿ ತಾಲ್ಲೂಕು ಪಂಚಾಯತಿ ಸಾಮರ್ಥ್ಯ ಸೌಧ ಸಭಾಂಗಣದಲ್ಲಿ ಏರ್ಪಡಿಸಲಾಗಿದೆ ಎಂದು ಮಧುಗಿರಿ ಉಪವಿಭಾಗಾಧಿಕಾರಿ ಶಿವಪ್ಪ ಅವರು ತಿಳಿಸಿದ್ದಾರೆ. ಮಧುಗಿರಿ ಉಪವಿಭಾಗ ವ್ಯಾಪ್ತಿಯ ಪರಿಶಿಷ್ಟ ಜಾತಿ ಮತ್ತು ಪಂಗಡದ ಮುಖಂಡರು, ಸಾರ್ವಜನಿಕರು ಸಭೆಗೆ ಹಾಜರಾಗುವಂತೆ ಅವರು ಮನವಿ ಮಾಡಿದ್ದಾರೆ. <box>474 1301 760 1361</box>
madiga-headline-line2: ಮಾದರ್ ಮಹಾಸಭಾ ಜಿಲ್ಲಾಧ್ಯಕ್ಷ ವೈ.ಎಚ್.ಹುಚ್ಚಯ್ಯ ಕರೆ <box>46 1050 373 1071</box>
subscription-title: ಚಂದಾ ವಿವರ <box>728 35 896 55</box>
madiga-headline-line1: ಮಾದಿಗ ಸಮಾಜ ಹೆಚ್ಚು ಸಂಘಟಿತರಾಗಿ ಪ್ರಗತಿ ಕಾಣುವಂತೆ <box>46 1023 373 1044</box>
subscription-row <box>728 94 896 106</box>
epaper-label: ಇ–ಪೇಪರ್ : <box>112 66 155 77</box>
subscription-amount: 1.00 <box>854 58 872 69</box>
teaser-box[interactable] <box>694 202 904 356</box>
facebook-name: amruthavani kannada <box>76 139 214 156</box>
subscription-cur: ರೂ. <box>830 95 843 104</box>
main-headline: ಪರಿಶಿಷ್ಟ ಜಾತಿಯ 2 ಲಕ್ಷ ಕೋಟಿ ಅನುದಾನ ಅನ್ಯ ಯೋಜನೆಗೆ ಬಳಕೆ– ಆರೋಪ <box>69 364 876 402</box>
coeditor-name: ಕಮಲ ಗಂಗಹನುಮಯ್ಯ <box>590 152 660 162</box>
teaser-title: ಸಚಿನ್ ದಾಖಲೆ ಸರಿಗಟ್ಟಲು ಒಂದು ಹೆಜ್ಜೆ ದೂರದಲ್ಲಿ ರೂಟ್ <box>493 212 673 223</box>
masthead-logo: ಅಮೃತವಾಣಿ <box>345 51 607 128</box>
main-story-middle-top: ವಿಫಲವಾಗಿದೆ.ದಲಿತರ ಮೇಲೆ ದೌರ್ಜನ್ಯ ನಡೆದರೆ ಎಸ್.ಪಿ ಮತ್ತು ಡಿ.ಸಿ.ಯನ್ನು ಹೊಣೆ ಮಾಡುವುದಾಗಿ ಬೋಗಳೆ ಭಾಷಣ ಬಿಗಿರುವ ಸಿದ್ದರಾಮಯ್ಯ ಅವರು ಹುಬ್ಬಳಿಯಲ್ಲಿ ದಲಿತ ಯುವಕನ ಮದುವೆಯಾದ ದಲಿತ ಸಂಘರ್ಷ ಸಮಿತಿಯ ಒತ್ತಾಯವಾಗಿದೆ ಎಂದರು. ದಲಿತ ಸಂಘಟನೆಗಳ ಹೋರಾಟಕ್ಕೆ ಮಣಿದು ಸರಕಾರ ಚಳಗಾಲದ ಅಧಿವೇಶನದಲ್ಲಿ ಸಾಮಾಜಿಕ ಬಹಿಷ್ಕಾರ ಹಾಗಾಗಿ ಶಿಕ್ಷಣ ಪ್ರಮಾಣವನ್ನು 3 ವರ್ಷಕ್ಕೆ ಬದಲಾಗಿ 7 ವರ್ಷಗಳಿಗೆ ಹೆಚ್ಚಿಸಬೇಕೆಂಬುದು ಎಲ್ಲಾ <box>337 408 611 481</box>
subscription-row <box>728 82 896 94</box>
editor-block <box>250 140 410 163</box>
teaser-text: ನಿರ್ದೇಶಕ ಚೇತನ್ ಯೋಗರಾಜ್ ಭಟ್ ಹೊಸ ಚಿತ್ರದೊಂದಿಗೆ ಬರುತ್ತಿದ್ದಾರೆ. ಈ ಚಿತ್ರದ ಹಾಡುಗಳು ಈಗಾಗಲೇ ಸದ್ದು ಮಾಡುತ್ತಿವೆ. ಇದೀಗ 'ಅಮಲು' ಎಂಬ ಹಾಡನ್ನು ಬರೆಯುವ ಮೂಲಕ ಯೋಗರಾಜ್ ಭಟ್ ಹೊಸ ಪ್ರಯತ್ನವನ್ನು ಮಾಡಿದ್ದಾರೆ. ಹಾಡು ಬಿಡುಗಡೆಯಾಗಿ ಪ್ರೇಕ್ಷಕರ ಮೆಚ್ಚುಗೆ ಪಡೆದಿದೆ. ಅಭಿಮಾನಿಗಳು ಖುಷಿಯಾಗಿದ್ದಾರೆ. ಈ ಹಾಡಿನ ಬಗ್ಗೆ ಹಲವು ಮಾಹಿತಿ ಹಂಚಿಕೊಂಡಿದ್ದಾರೆ. <box>704 237 894 312</box>
email-2[interactable]: amruthavani.911@rediffmail.com <box>751 150 903 161</box>
coeditor-block <box>545 140 705 174</box>
subscription-amount: 384.00 <box>854 106 882 117</box>
somnath-temple-photo <box>272 239 358 291</box>
ramakrishna-headline: ರಾಮಕೃಷ್ಣ ಆಶ್ರಮದ 33ನೇ ವಾರ್ಷಿಕೋತ್ಸವ <box>50 716 393 744</box>
coeditor-label: ಸಹ ಸಂಪಾದಕರು: <box>601 141 649 150</box>
teaser-text: ಆಸ್ಟ್ರೇಲಿಯಾ ವಿರುದ್ಧ ನಡೆಯುತ್ತಿರುವ 5ನೇ ಟೆಸ್ಟ್ ಪಂದ್ಯದಲ್ಲಿ ಇಂಗ್ಲೆಂಡ್ ಸ್ಟಾರ್ ಬ್ಯಾಟರ್ ಜೋ ರೂಟ್ ಅಧ್ಬುತ ಶತಕ ಸಿಡಿಸಿ ಟೆಸ್ಟ್ ಇತಿಹಾಸದಲ್ಲಿ ವಿಶೇಷ ದಾಖಲೆ ಮಾಡಿದ್ದಾರೆ. ಆಶಸ್ ಟೆಸ್ಟ್ ಸರಣಿಯ ಭಾಗವಾಗಿ ಸಿಡ್ನಿಯಲ್ಲಿ ಆಸ್ಟ್ರೇಲಿಯಾ ಮತ್ತು ಇಂಗ್ಲೆಂಡ್ ತಂಡಗಳು 5ನೇ ಮತ್ತು ಅಂತಿಮ ಟೆಸ್ಟ್ ಪಂದ್ಯವಾಡುತ್ತಿವೆ. ಈಗಾಗಲೇ 3–1 ಅಂತರದಿಂದ ಸರಣಿ ಗೆದ್ದಿರುವ ಆಸೀಸ್ ಪಡೆ ಅಂತಿಮ ಪಂದ್ಯವನ್ನು ಗೆಲ್ಲುವ ಗುರಿಯನ್ನು ಹೊಂದಿದ್ದಾರೆ. 2025–26ರ ಆಶಸ್‌ನ ಐದನೇ ಟೆಸ್ಟ್‌ನಲ್ಲಿ ಶತಕ ಗಳಿಸುವ ಮೂಲಕ ದಾಖಲೆ ಬರೆದಿದ್ದಾರೆ. <box>488 224 678 318</box>
subscription-label: ಬಿಡಿ ಪ್ರತಿ <box>731 59 754 68</box>
online-promo-box <box>47 33 220 165</box>
facebook-link[interactable] <box>53 137 214 157</box>
dateline <box>45 179 905 190</box>
subscription-table <box>728 58 896 118</box>
teaser-box[interactable] <box>262 202 472 356</box>
meeting-headline: ನಾಳೆ ಪ.ಜಾತಿ/ಪ.ಪಂಗಡದ ಕುಂದು ಕೊರತೆ ಸಭೆ <box>526 1284 704 1298</box>
divider <box>45 172 905 174</box>
millet-headline: ಜ.7, 8ರಂದು ಸಿರಿಧಾನ್ಯ ಹಬ್ಬ <box>770 1085 886 1099</box>
subscription-amount: 300.00 <box>854 94 882 105</box>
press-meet-photo <box>704 239 790 291</box>
